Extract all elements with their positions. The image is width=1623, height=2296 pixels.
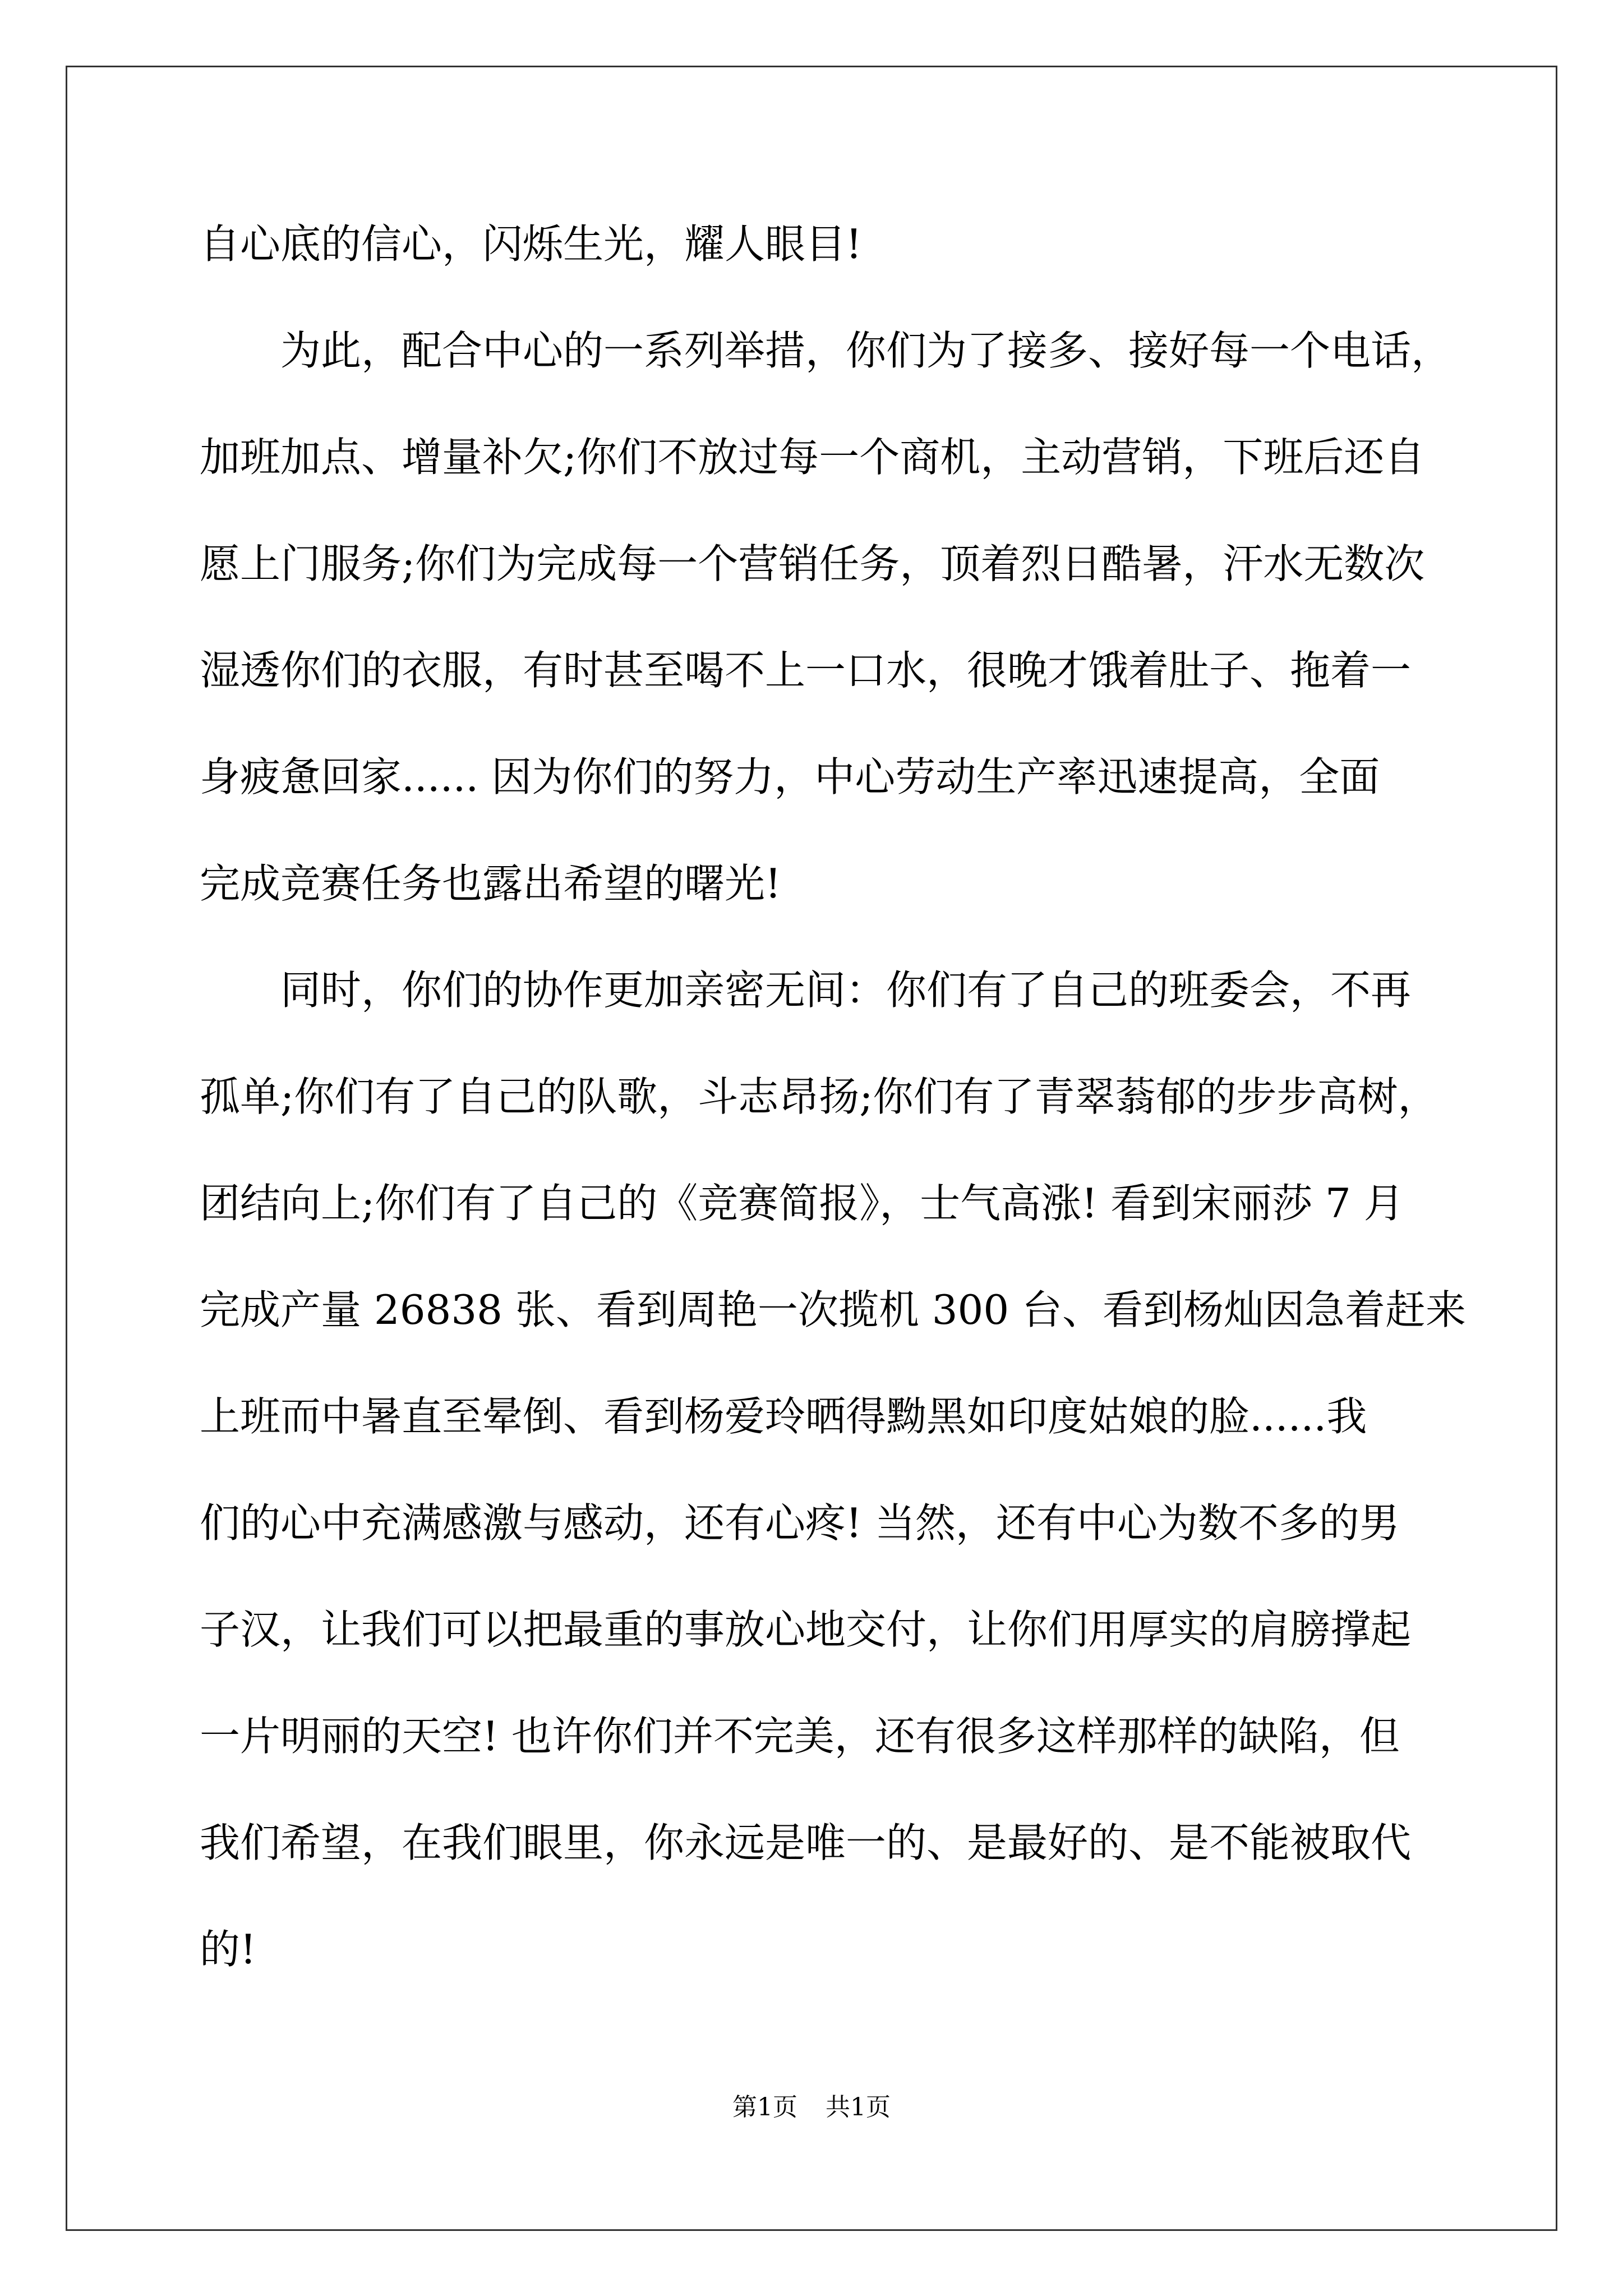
document-body (200, 210, 1467, 2022)
text-line: 完成产量 26838 张、看到周艳一次揽机 300 台、看到杨灿因急着赶来 (200, 1286, 1467, 1333)
text-line: 愿上门服务;你们为完成每一个营销任务，顶着烈日酷暑，汗水无数次 (200, 540, 1425, 587)
text-line: 的! (200, 1926, 256, 1973)
text-line: 完成竞赛任务也露出希望的曙光! (200, 860, 781, 907)
text-line: 们的心中充满感激与感动，还有心疼! 当然，还有中心为数不多的男 (200, 1499, 1400, 1547)
text-line: 一片明丽的天空! 也许你们并不完美，还有很多这样那样的缺陷，但 (200, 1713, 1400, 1760)
text-line: 同时，你们的协作更加亲密无间：你们有了自己的班委会，不再 (280, 967, 1412, 1014)
text-line: 为此，配合中心的一系列举措，你们为了接多、接好每一个电话， (280, 327, 1452, 374)
text-line: 子汉，让我们可以把最重的事放心地交付，让你们用厚实的肩膀撑起 (200, 1606, 1412, 1653)
text-line: 自心底的信心，闪烁生光，耀人眼目! (200, 220, 862, 268)
text-line: 身疲惫回家...... 因为你们的努力，中心劳动生产率迅速提高，全面 (200, 753, 1380, 800)
text-line: 加班加点、增量补欠;你们不放过每一个商机，主动营销，下班后还自 (200, 434, 1425, 481)
page-number: 第1页 (732, 2093, 797, 2122)
text-line: 我们希望，在我们眼里，你永远是唯一的、是最好的、是不能被取代 (200, 1819, 1412, 1866)
text-line: 湿透你们的衣服，有时甚至喝不上一口水，很晚才饿着肚子、拖着一 (200, 647, 1412, 694)
text-line: 孤单;你们有了自己的队歌，斗志昂扬;你们有了青翠蓊郁的步步高树， (200, 1073, 1438, 1120)
page-total: 共1页 (826, 2093, 891, 2122)
text-line: 团结向上;你们有了自己的《竞赛简报》，士气高涨! 看到宋丽莎 7 月 (200, 1180, 1404, 1227)
page-footer (0, 2087, 1623, 2123)
text-line: 上班而中暑直至晕倒、看到杨爱玲晒得黝黑如印度姑娘的脸......我 (200, 1393, 1367, 1440)
